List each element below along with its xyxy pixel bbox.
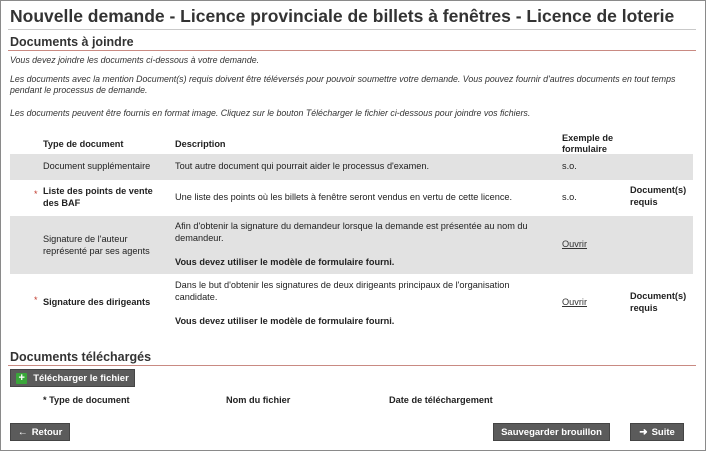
- row-must-use-template: Vous devez utiliser le modèle de formulaire fourni.: [175, 257, 395, 267]
- required-label: Document(s) requis: [630, 291, 687, 313]
- open-form-link[interactable]: Ouvrir: [562, 239, 588, 249]
- intro-line-1: Vous devez joindre les documents ci-dessous à votre demande.: [10, 55, 260, 65]
- open-form-link[interactable]: Ouvrir: [562, 297, 588, 307]
- uploaded-section-title: Documents téléchargés: [10, 350, 152, 364]
- intro-line-3: Les documents peuvent être fournis en format image. Cliquez sur le bouton Télécharger le fichier ci-dessous pour joindre vos fichiers.: [10, 108, 531, 118]
- row-type: Signature de l'auteur représenté par ses agents: [43, 234, 150, 256]
- intro-line-2: Les documents avec la mention Document(s) requis doivent être téléversés pour pouvoir soumettre votre demande. Vous pouvez fournir d'autres documents en tout temps pendant le processus de demande.: [10, 74, 676, 95]
- save-draft-button[interactable]: [493, 423, 610, 441]
- header-description: Description: [175, 139, 226, 149]
- row-description: Afin d'obtenir la signature du demandeur lorsque la demande est présentée au nom du demandeur.: [175, 221, 528, 243]
- title-divider: [8, 29, 696, 30]
- documents-section-divider: [8, 50, 696, 51]
- arrow-left-icon: ←: [17, 426, 28, 438]
- row-type: Document supplémentaire: [43, 161, 151, 171]
- row-type: Liste des points de vente des BAF: [43, 186, 153, 208]
- row-must-use-template: Vous devez utiliser le modèle de formulaire fourni.: [175, 316, 395, 326]
- next-label: Suite: [651, 426, 675, 438]
- uploaded-section-divider: [8, 365, 696, 366]
- next-button[interactable]: [630, 423, 684, 441]
- required-marker: *: [34, 189, 38, 199]
- row-description: Dans le but d'obtenir les signatures de deux dirigeants principaux de l'organisation candidate.: [175, 280, 510, 302]
- row-example: s.o.: [562, 192, 577, 202]
- table-row: [10, 154, 693, 180]
- documents-section-title: Documents à joindre: [10, 35, 134, 49]
- row-description: Une liste des points où les billets à fenêtre seront vendus en vertu de cette licence.: [175, 192, 513, 202]
- back-label: Retour: [31, 426, 63, 438]
- row-example: s.o.: [562, 161, 577, 171]
- back-button[interactable]: [10, 423, 70, 441]
- row-description: Tout autre document qui pourrait aider le processus d'examen.: [175, 161, 430, 171]
- save-draft-label: Sauvegarder brouillon: [501, 426, 602, 438]
- row-type: Signature des dirigeants: [43, 297, 151, 307]
- table-row: [10, 274, 693, 332]
- column-file-name: Nom du fichier: [226, 395, 291, 405]
- upload-file-label: Télécharger le fichier: [33, 372, 129, 384]
- header-document-type: Type de document: [43, 139, 124, 149]
- table-row: [10, 216, 693, 274]
- column-document-type: * Type de document: [43, 395, 130, 405]
- required-marker: *: [34, 295, 38, 305]
- upload-file-button[interactable]: [10, 369, 135, 387]
- column-upload-date: Date de téléchargement: [389, 395, 493, 405]
- arrow-right-icon: ➜: [639, 426, 648, 438]
- plus-icon: +: [16, 373, 27, 384]
- table-row: [10, 180, 693, 216]
- required-label: Document(s) requis: [630, 185, 687, 207]
- header-example-form: Exemple de formulaire: [562, 133, 614, 154]
- page-title: Nouvelle demande - Licence provinciale de billets à fenêtres - Licence de loterie: [10, 6, 675, 26]
